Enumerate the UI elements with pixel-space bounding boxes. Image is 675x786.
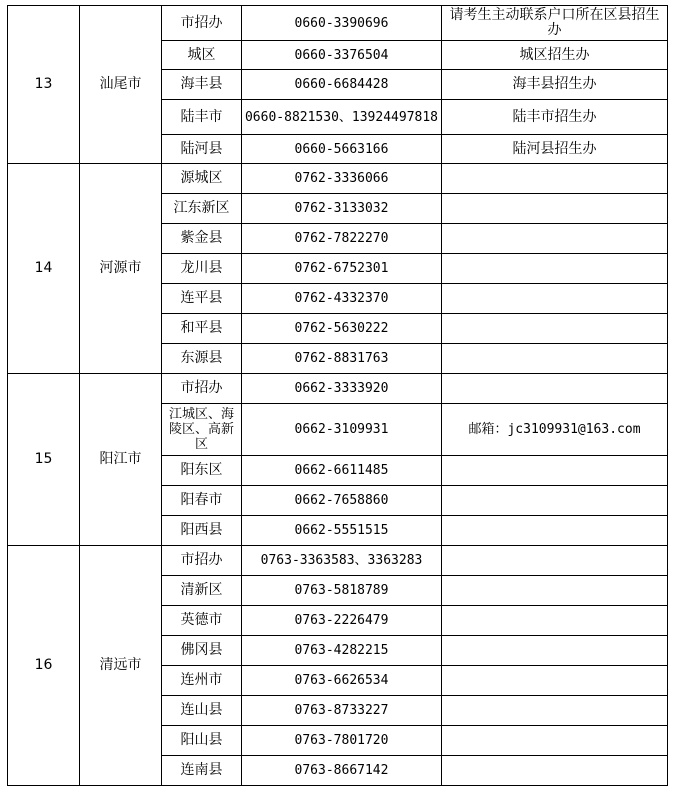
note-text: [442, 606, 668, 636]
note-text: [442, 516, 668, 546]
note-text: [442, 254, 668, 284]
phone-number: 0762-6752301: [242, 254, 442, 284]
note-text: [442, 666, 668, 696]
phone-number: 0762-7822270: [242, 224, 442, 254]
note-text: 城区招生办: [442, 41, 668, 70]
note-text: 陆丰市招生办: [442, 100, 668, 135]
group-number: 13: [8, 6, 80, 164]
note-text: [442, 696, 668, 726]
district-name: 阳山县: [162, 726, 242, 756]
note-text: [442, 636, 668, 666]
note-text: [442, 546, 668, 576]
group-number: 16: [8, 546, 80, 786]
note-text: [442, 726, 668, 756]
district-name: 阳东区: [162, 456, 242, 486]
district-name: 陆河县: [162, 135, 242, 164]
note-text: [442, 164, 668, 194]
phone-number: 0662-5551515: [242, 516, 442, 546]
note-text: [442, 344, 668, 374]
note-text: [442, 314, 668, 344]
district-name: 江东新区: [162, 194, 242, 224]
note-email: 邮箱：jc3109931@163.com: [442, 404, 668, 456]
district-name: 东源县: [162, 344, 242, 374]
phone-number: 0763-2226479: [242, 606, 442, 636]
city-name: 阳江市: [80, 374, 162, 546]
group-number: 15: [8, 374, 80, 546]
phone-number: 0763-8733227: [242, 696, 442, 726]
table-row: [8, 546, 668, 576]
phone-number: 0762-8831763: [242, 344, 442, 374]
phone-number: 0763-5818789: [242, 576, 442, 606]
district-name: 连平县: [162, 284, 242, 314]
district-name: 和平县: [162, 314, 242, 344]
phone-number: 0763-3363583、3363283: [242, 546, 442, 576]
district-name: 市招办: [162, 6, 242, 41]
district-name: 市招办: [162, 546, 242, 576]
table-row: [8, 6, 668, 41]
note-text: [442, 224, 668, 254]
phone-number: 0660-3376504: [242, 41, 442, 70]
phone-number: 0763-8667142: [242, 756, 442, 786]
note-text: [442, 456, 668, 486]
phone-number: 0660-5663166: [242, 135, 442, 164]
phone-number: 0763-6626534: [242, 666, 442, 696]
table-row: [8, 374, 668, 404]
district-name: 城区: [162, 41, 242, 70]
city-name: 汕尾市: [80, 6, 162, 164]
note-text: [442, 486, 668, 516]
note-text: 请考生主动联系户口所在区县招生办: [442, 6, 668, 41]
note-text: [442, 576, 668, 606]
phone-number: 0662-6611485: [242, 456, 442, 486]
note-text: 陆河县招生办: [442, 135, 668, 164]
district-name: 龙川县: [162, 254, 242, 284]
district-name: 英德市: [162, 606, 242, 636]
phone-number: 0762-4332370: [242, 284, 442, 314]
phone-number: 0662-3109931: [242, 404, 442, 456]
district-name: 紫金县: [162, 224, 242, 254]
phone-number: 0763-4282215: [242, 636, 442, 666]
note-text: [442, 756, 668, 786]
phone-number: 0660-3390696: [242, 6, 442, 41]
district-name: 海丰县: [162, 70, 242, 100]
group-number: 14: [8, 164, 80, 374]
district-name: 连州市: [162, 666, 242, 696]
phone-number: 0762-3336066: [242, 164, 442, 194]
phone-number: 0763-7801720: [242, 726, 442, 756]
note-text: [442, 284, 668, 314]
phone-number: 0762-5630222: [242, 314, 442, 344]
table-row: [8, 164, 668, 194]
district-name: 源城区: [162, 164, 242, 194]
admissions-contact-table: [7, 5, 668, 786]
district-name: 阳春市: [162, 486, 242, 516]
district-name: 清新区: [162, 576, 242, 606]
city-name: 清远市: [80, 546, 162, 786]
note-text: [442, 194, 668, 224]
phone-number: 0762-3133032: [242, 194, 442, 224]
note-text: 海丰县招生办: [442, 70, 668, 100]
phone-number: 0662-3333920: [242, 374, 442, 404]
district-name: 市招办: [162, 374, 242, 404]
district-name: 连山县: [162, 696, 242, 726]
note-text: [442, 374, 668, 404]
district-name: 陆丰市: [162, 100, 242, 135]
phone-number: 0660-8821530、13924497818: [242, 100, 442, 135]
city-name: 河源市: [80, 164, 162, 374]
district-name: 连南县: [162, 756, 242, 786]
phone-number: 0662-7658860: [242, 486, 442, 516]
district-name: 佛冈县: [162, 636, 242, 666]
district-name: 阳西县: [162, 516, 242, 546]
phone-number: 0660-6684428: [242, 70, 442, 100]
district-name: 江城区、海陵区、高新区: [162, 404, 242, 456]
